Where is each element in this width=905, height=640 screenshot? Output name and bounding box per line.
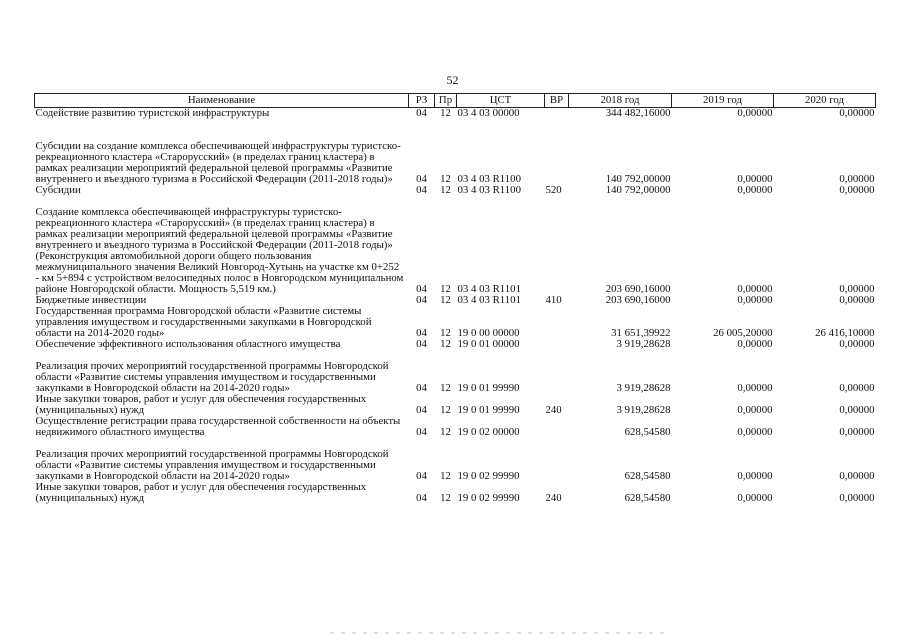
row-cst: 19 0 02 99990 bbox=[457, 470, 520, 482]
header-2020: 2020 год bbox=[774, 94, 876, 108]
row-vr bbox=[545, 350, 569, 394]
header-rz: РЗ bbox=[409, 94, 435, 108]
row-2020: 0,00000 bbox=[839, 283, 875, 295]
row-cst: 03 4 03 R1100 bbox=[457, 184, 521, 196]
row-rz: 04 bbox=[416, 184, 427, 196]
row-2019: 0,00000 bbox=[737, 382, 773, 394]
row-name: Иные закупки товаров, работ и услуг для обеспечения государственных (муниципальных) нужд bbox=[35, 481, 367, 504]
row-rz: 04 bbox=[416, 107, 427, 119]
row-vr bbox=[545, 339, 569, 350]
row-vr: 520 bbox=[545, 184, 562, 196]
header-vr: ВР bbox=[545, 94, 569, 108]
row-rz: 04 bbox=[416, 338, 427, 350]
table-row bbox=[35, 482, 876, 504]
table-row bbox=[35, 108, 876, 120]
table-row bbox=[35, 394, 876, 416]
row-rz: 04 bbox=[416, 283, 427, 295]
row-vr bbox=[545, 438, 569, 482]
row-cst: 19 0 02 00000 bbox=[457, 426, 520, 438]
row-cst: 03 4 03 R1101 bbox=[457, 294, 521, 306]
row-name: Реализация прочих мероприятий государственной программы Новгородской области «Развитие системы управления имуществом и государственными закупками в Новгородской области на 2014-2020 годы» bbox=[35, 360, 389, 394]
row-2020: 0,00000 bbox=[839, 184, 875, 196]
row-pr: 12 bbox=[440, 173, 451, 185]
row-name: Содействие развитию туристской инфраструктуры bbox=[35, 107, 270, 119]
row-rz: 04 bbox=[416, 173, 427, 185]
row-2018: 344 482,16000 bbox=[605, 107, 671, 119]
table-row bbox=[35, 119, 876, 185]
page-number: 52 bbox=[446, 73, 459, 87]
table-row bbox=[35, 196, 876, 295]
row-2018: 628,54580 bbox=[624, 470, 671, 482]
header-2018: 2018 год bbox=[569, 94, 672, 108]
row-pr: 12 bbox=[440, 404, 451, 416]
row-2020: 0,00000 bbox=[839, 470, 875, 482]
row-rz: 04 bbox=[416, 294, 427, 306]
table-row bbox=[35, 438, 876, 482]
row-pr: 12 bbox=[440, 426, 451, 438]
row-pr: 12 bbox=[440, 492, 451, 504]
row-vr: 240 bbox=[545, 404, 562, 416]
header-row bbox=[35, 94, 876, 108]
row-2019: 0,00000 bbox=[737, 184, 773, 196]
row-2018: 203 690,16000 bbox=[605, 283, 671, 295]
table-row bbox=[35, 306, 876, 339]
budget-table bbox=[34, 93, 876, 504]
row-cst: 19 0 01 00000 bbox=[457, 338, 520, 350]
row-2020: 0,00000 bbox=[839, 173, 875, 185]
row-cst: 03 4 03 00000 bbox=[457, 107, 520, 119]
row-2019: 0,00000 bbox=[737, 283, 773, 295]
row-vr bbox=[545, 416, 569, 438]
row-2019: 26 005,20000 bbox=[713, 327, 773, 339]
row-name: Реализация прочих мероприятий государственной программы Новгородской области «Развитие системы управления имуществом и государственными закупками в Новгородской области на 2014-2020 годы» bbox=[35, 448, 389, 482]
row-vr: 240 bbox=[545, 492, 562, 504]
row-name: Государственная программа Новгородской области «Развитие системы управления имуществом и государственными закупками в Новгородской области на 2014-2020 годы» bbox=[35, 305, 372, 339]
row-name: Иные закупки товаров, работ и услуг для обеспечения государственных (муниципальных) нужд bbox=[35, 393, 367, 416]
row-name: Создание комплекса обеспечивающей инфраструктуры туристско-рекреационного кластера «Старорусский» (в пределах границ кластера) в рамках реализации мероприятий федеральной целевой программы «Развитие внутреннего и въездного туризма в Российской Федерации (2011-2018 годы)» (Реконструкция автомобильной дороги общего пользования межмуниципального значения Великий Новгород-Хутынь на участке км 0+252 - км 5+894 с устройством велосипедных полос в Новгородском муниципальном районе Новгородской области. Мощность 5,519 км.) bbox=[35, 206, 404, 295]
row-pr: 12 bbox=[440, 184, 451, 196]
row-2018: 3 919,28628 bbox=[616, 404, 671, 416]
row-2018: 140 792,00000 bbox=[605, 184, 671, 196]
row-2019: 0,00000 bbox=[737, 338, 773, 350]
row-vr bbox=[545, 306, 569, 339]
row-2019: 0,00000 bbox=[737, 426, 773, 438]
row-rz: 04 bbox=[416, 327, 427, 339]
row-2018: 203 690,16000 bbox=[605, 294, 671, 306]
row-pr: 12 bbox=[440, 327, 451, 339]
row-2018: 140 792,00000 bbox=[605, 173, 671, 185]
row-pr: 12 bbox=[440, 283, 451, 295]
scan-artifact bbox=[330, 632, 670, 634]
row-2020: 0,00000 bbox=[839, 404, 875, 416]
row-rz: 04 bbox=[416, 492, 427, 504]
row-2018: 3 919,28628 bbox=[616, 382, 671, 394]
row-2020: 0,00000 bbox=[839, 382, 875, 394]
row-name: Субсидии bbox=[35, 184, 81, 196]
table-row bbox=[35, 185, 876, 196]
row-pr: 12 bbox=[440, 338, 451, 350]
row-vr bbox=[545, 108, 569, 120]
row-cst: 19 0 01 99990 bbox=[457, 382, 520, 394]
row-rz: 04 bbox=[416, 426, 427, 438]
row-name: Бюджетные инвестиции bbox=[35, 294, 147, 306]
row-cst: 03 4 03 R1100 bbox=[457, 173, 521, 185]
table-row bbox=[35, 350, 876, 394]
row-2019: 0,00000 bbox=[737, 404, 773, 416]
row-name: Осуществление регистрации права государственной собственности на объекты недвижимого областного имущества bbox=[35, 415, 401, 438]
table-row bbox=[35, 339, 876, 350]
row-pr: 12 bbox=[440, 107, 451, 119]
row-2019: 0,00000 bbox=[737, 470, 773, 482]
row-2019: 0,00000 bbox=[737, 492, 773, 504]
row-vr bbox=[545, 119, 569, 185]
header-name: Наименование bbox=[35, 94, 409, 108]
row-vr: 410 bbox=[545, 294, 562, 306]
header-2019: 2019 год bbox=[672, 94, 774, 108]
header-cst: ЦСТ bbox=[457, 94, 545, 108]
row-rz: 04 bbox=[416, 470, 427, 482]
row-2020: 0,00000 bbox=[839, 338, 875, 350]
row-2020: 0,00000 bbox=[839, 492, 875, 504]
row-2018: 628,54580 bbox=[624, 492, 671, 504]
row-2020: 26 416,10000 bbox=[815, 327, 875, 339]
table-row bbox=[35, 416, 876, 438]
row-2020: 0,00000 bbox=[839, 294, 875, 306]
row-vr bbox=[545, 196, 569, 295]
row-2018: 3 919,28628 bbox=[616, 338, 671, 350]
row-rz: 04 bbox=[416, 382, 427, 394]
row-2018: 628,54580 bbox=[624, 426, 671, 438]
row-cst: 19 0 02 99990 bbox=[457, 492, 520, 504]
row-pr: 12 bbox=[440, 470, 451, 482]
row-pr: 12 bbox=[440, 382, 451, 394]
row-cst: 19 0 00 00000 bbox=[457, 327, 520, 339]
row-rz: 04 bbox=[416, 404, 427, 416]
row-2019: 0,00000 bbox=[737, 294, 773, 306]
row-2020: 0,00000 bbox=[839, 107, 875, 119]
row-name: Субсидии на создание комплекса обеспечивающей инфраструктуры туристско-рекреационного кластера «Старорусский» (в пределах границ кластера) в рамках реализации мероприятий федеральной целевой программы «Развитие внутреннего и въездного туризма в Российской Федерации (2011-2018 годы)» bbox=[35, 140, 401, 185]
header-pr: Пр bbox=[435, 94, 457, 108]
row-pr: 12 bbox=[440, 294, 451, 306]
row-2018: 31 651,39922 bbox=[611, 327, 671, 339]
row-2019: 0,00000 bbox=[737, 107, 773, 119]
row-2020: 0,00000 bbox=[839, 426, 875, 438]
row-2019: 0,00000 bbox=[737, 173, 773, 185]
row-name: Обеспечение эффективного использования областного имущества bbox=[35, 338, 341, 350]
row-cst: 19 0 01 99990 bbox=[457, 404, 520, 416]
row-cst: 03 4 03 R1101 bbox=[457, 283, 521, 295]
